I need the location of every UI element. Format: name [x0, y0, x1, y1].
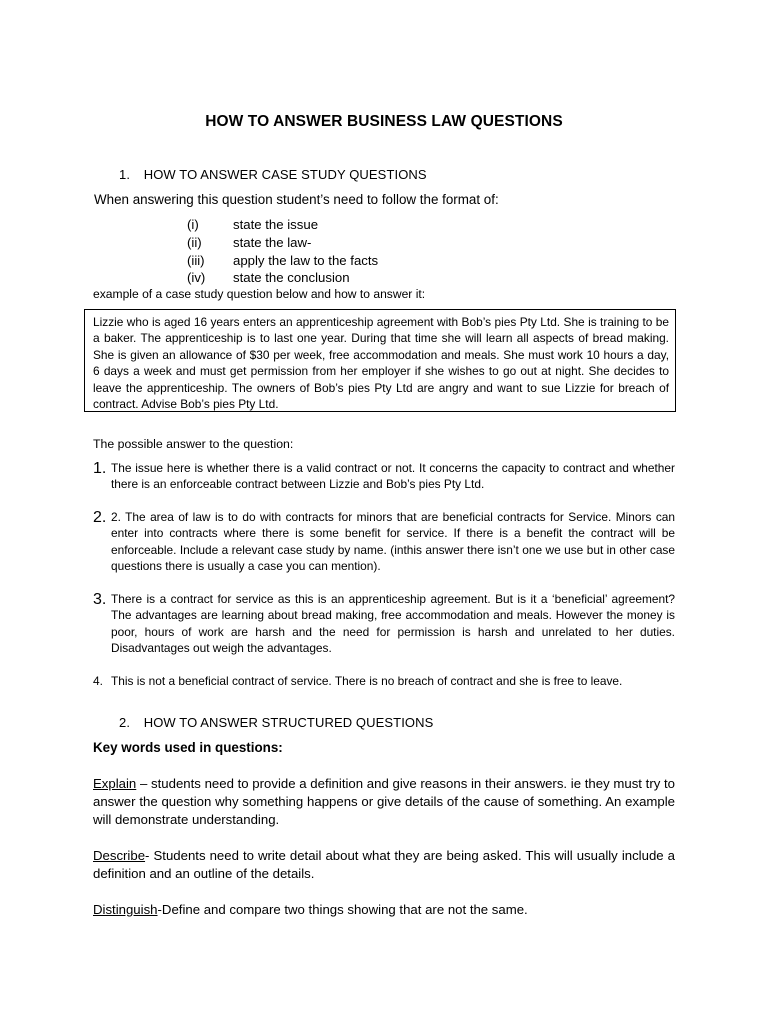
keyword-definition: Students need to write detail about what they are being asked. This will usually include a definition and an outline of the details. — [93, 848, 675, 881]
format-step — [187, 216, 378, 234]
format-step-number: (iv) — [187, 270, 206, 286]
answer-number: 2. — [93, 509, 107, 526]
answer-number: 1. — [93, 460, 107, 477]
answer-number: 3. — [93, 591, 107, 608]
answer-text: 2. The area of law is to do with contracts for minors that are beneficial contracts for Service. Minors can enter into contracts where there is some benefit for service. If there is a benefit the contract will be enforceable. Include a relevant case study by name. (inthis answer there isn’t one we use but in other case questions there is usually a case you can mention). — [111, 510, 675, 574]
format-step-number: (ii) — [187, 234, 202, 250]
keyword-definition: Define and compare two things showing that are not the same. — [161, 902, 528, 917]
section-2-heading-text: HOW TO ANSWER STRUCTURED QUESTIONS — [143, 715, 434, 730]
answer-text: The issue here is whether there is a valid contract or not. It concerns the capacity to contract and whether there is an enforceable contract between Lizzie and Bob’s pies Pty Ltd. — [111, 461, 675, 492]
format-steps-list — [187, 216, 378, 287]
format-step-number: (iii) — [187, 252, 205, 268]
answer-item — [93, 509, 675, 575]
page-title: HOW TO ANSWER BUSINESS LAW QUESTIONS — [205, 113, 563, 130]
format-step — [187, 269, 378, 287]
answer-text: This is not a beneficial contract of service. There is no breach of contract and she is free to leave. — [111, 674, 623, 688]
keyword-separator: - — [145, 848, 154, 863]
keyword-separator: - — [157, 902, 162, 917]
keyword-term: Explain — [93, 776, 137, 791]
section-1-intro: When answering this question student’s need to follow the format of: — [94, 192, 499, 207]
format-step — [187, 252, 378, 270]
keyword-describe — [93, 847, 675, 883]
format-step-text: state the conclusion — [233, 270, 350, 286]
answer-item — [93, 591, 675, 657]
format-step — [187, 234, 378, 252]
possible-answer-label: The possible answer to the question: — [93, 437, 294, 451]
section-2-heading — [119, 715, 433, 730]
keyword-separator: – — [136, 776, 152, 791]
example-label: example of a case study question below and how to answer it: — [93, 287, 426, 301]
answer-number: 4. — [93, 674, 103, 688]
section-1-heading-text: HOW TO ANSWER CASE STUDY QUESTIONS — [143, 167, 427, 182]
section-2-number: 2. — [119, 715, 131, 730]
keyword-distinguish — [93, 901, 675, 919]
case-study-text: Lizzie who is aged 16 years enters an apprenticeship agreement with Bob’s pies Pty Ltd. She is training to be a baker. The apprenticeship is to last one year. During that time she will learn all aspects of bread making. She is given an allowance of $30 per week, free accommodation and meals. She must work 10 hours a day, 6 days a week and must get permission from her employer if she wishes to go out at night. She decides to leave the apprenticeship. The owners of Bob’s pies Pty Ltd are angry and want to sue Lizzie for breach of contract. Advise Bob’s pies Pty Ltd. — [93, 315, 669, 412]
keyword-definition: students need to provide a definition and give reasons in their answers. ie they must try to answer the question why something happens or give details of the cause of something. An example will demonstrate understanding. — [93, 776, 675, 827]
keyword-term: Describe — [93, 848, 146, 863]
keyword-explain — [93, 775, 675, 829]
keyword-term: Distinguish — [93, 902, 158, 917]
case-study-box — [84, 309, 676, 412]
section-1-number: 1. — [119, 167, 131, 182]
answer-text: There is a contract for service as this is an apprenticeship agreement. But is it a ‘beneficial’ agreement? The advantages are learning about bread making, free accommodation and meals. However the money is poor, hours of work are harsh and the need for permission is harsh and unrelated to her duties. Disadvantages out weigh the advantages. — [111, 592, 675, 656]
format-step-number: (i) — [187, 217, 199, 232]
answer-item — [93, 460, 675, 493]
format-step-text: state the issue — [233, 217, 319, 232]
answer-item — [93, 674, 622, 688]
keywords-label: Key words used in questions: — [93, 740, 283, 755]
section-1-heading — [119, 167, 427, 182]
format-step-text: state the law- — [233, 234, 312, 250]
format-step-text: apply the law to the facts — [233, 252, 379, 268]
